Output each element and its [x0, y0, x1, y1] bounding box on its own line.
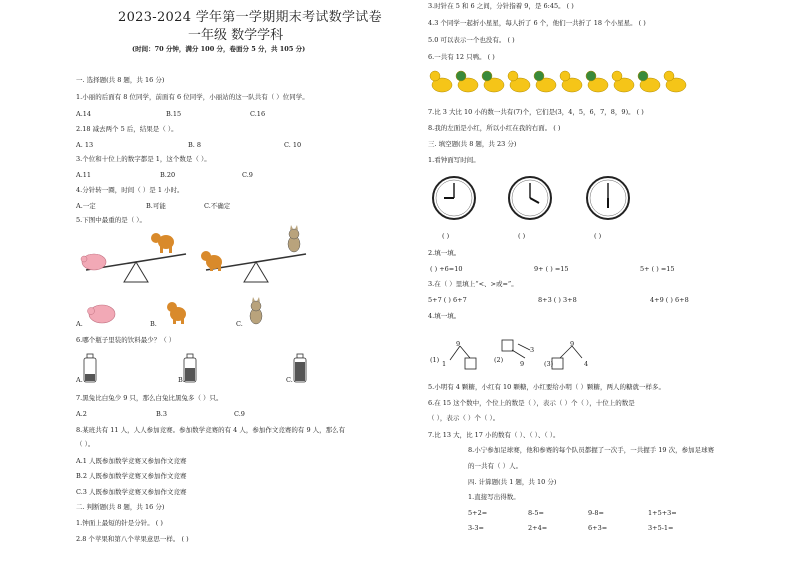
- fill-3: 3.在（ ）里填上“<、>或=”。: [428, 280, 518, 288]
- question-6: 6.哪个瓶子里装的饮料最少？（ ）: [76, 336, 176, 344]
- duck-icon: [612, 71, 634, 92]
- judge-5: 5.0 可以表示一个也没有。 ( ): [428, 36, 515, 44]
- dog-icon: [167, 302, 186, 324]
- question-5: 5.下图中最重的是（ ）。: [76, 216, 147, 224]
- fill-8-line1: 8.小宁参加足球赛，他和参赛的每个队员都握了一次手，一共握手 19 次，参加足球赛: [468, 446, 715, 454]
- judge-8: 8.我的左面是小红，所以小红在我的右面。 ( ): [428, 124, 561, 132]
- fill-2-c: 5+ ( ) =15: [640, 265, 675, 273]
- fill-3-a: 5+7 ( ) 6+7: [428, 296, 467, 304]
- clock-answer-2: ( ): [518, 232, 526, 240]
- fill-7: 7.比 13 大，比 17 小的数有（ ）、（ ）、（ ）。: [428, 431, 560, 439]
- clock-answer-1: ( ): [442, 232, 450, 240]
- q8-option-b: B.2 人既参加数学竞赛又参加作文竞赛: [76, 472, 187, 480]
- fill-3-b: 8+3 ( ) 3+8: [538, 296, 577, 304]
- fill-2: 2.填一填。: [428, 249, 461, 257]
- fill-3-c: 4+9 ( ) 6+8: [650, 296, 689, 304]
- calc-item: 5+2=: [468, 509, 488, 517]
- bottle-a-icon: [84, 354, 96, 382]
- tree2-bottom: 9: [520, 360, 525, 368]
- judge-3: 3.时针在 5 和 6 之间，分针指着 9，是 6:45。 ( ): [428, 2, 574, 10]
- duck-icon: [586, 71, 608, 92]
- question-8-line2: （ ）。: [76, 440, 95, 448]
- q3-option-c: C.9: [242, 171, 253, 179]
- q5-option-a: A.: [76, 320, 83, 328]
- q5-option-c: C.: [236, 320, 243, 328]
- bottle-pictures: [84, 354, 314, 384]
- calc-item: 6+3=: [588, 524, 608, 532]
- section-judge: 二. 判断题(共 8 题，共 16 分): [76, 503, 165, 511]
- question-8-line1: 8.某班共有 11 人，人人参加竞赛。参加数学竞赛的有 4 人，参加作文竞赛的有 9 人，那么有: [76, 426, 346, 434]
- q8-option-a: A.1 人既参加数学竞赛又参加作文竞赛: [76, 457, 187, 465]
- duck-icon: [430, 71, 452, 92]
- seesaw-2: [201, 225, 306, 282]
- bottle-b-icon: [184, 354, 196, 382]
- pig-icon: [88, 305, 116, 323]
- duck-icon: [508, 71, 530, 92]
- q3-option-b: B.20: [160, 171, 176, 179]
- q4-option-c: C.不确定: [204, 202, 231, 210]
- tree3-top: 9: [570, 340, 575, 348]
- judge-4: 4.3 个同学一起折小星星，每人折了 6 个，他们一共折了 18 个小星星。 ( ): [428, 19, 646, 27]
- q6-option-a: A.: [76, 376, 83, 384]
- seesaw-1: [81, 233, 186, 282]
- duck-icon: [456, 71, 478, 92]
- tree1-top: 9: [456, 340, 461, 348]
- tree1-blank-box: [465, 358, 476, 369]
- tree2-blank-box: [502, 340, 513, 351]
- fill-2-a: ( ) +6=10: [430, 265, 463, 273]
- q2-option-a: A. 13: [76, 141, 94, 149]
- q7-option-a: A.2: [76, 410, 87, 418]
- fill-6-line1: 6.在 15 这个数中，个位上的数是（ ），表示（ ）个（ ），十位上的数是: [428, 399, 635, 407]
- tree3-right: 4: [584, 360, 589, 368]
- judge-1: 1.钟面上最短的针是分针。 ( ): [76, 519, 163, 527]
- q7-option-c: C.9: [234, 410, 245, 418]
- calc-item: 3+5-1=: [648, 524, 674, 532]
- question-7: 7.黑兔比白兔少 9 只，那么白兔比黑兔多（ ）只。: [76, 394, 223, 402]
- clock-icon: [433, 177, 475, 219]
- fill-8-line2: 的一共有（ ）人。: [468, 462, 523, 470]
- calc-1: 1.直接写出得数。: [468, 493, 520, 501]
- bottle-c-icon: [294, 354, 306, 382]
- q6-option-b: B.: [178, 376, 185, 384]
- q1-option-a: A.14: [76, 110, 92, 118]
- clock-answer-3: ( ): [594, 232, 602, 240]
- judge-6: 6.一共有 12 只鸭。 ( ): [428, 53, 495, 61]
- exam-subtitle: 一年级 数学学科: [188, 28, 284, 43]
- calc-item: 8-5=: [528, 509, 544, 517]
- duck-icon: [560, 71, 582, 92]
- tree2-right: 3: [530, 346, 535, 354]
- tree2-label: (2): [494, 356, 504, 364]
- question-3: 3.个位和十位上的数字都是 1，这个数是（ ）。: [76, 155, 211, 163]
- fill-6-line2: （ ），表示（ ）个（ ）。: [428, 414, 500, 422]
- calc-item: 1+5+3=: [648, 509, 677, 517]
- q7-option-b: B.3: [156, 410, 167, 418]
- duck-icon: [482, 71, 504, 92]
- q3-option-a: A.11: [76, 171, 92, 179]
- q5-option-b: B.: [150, 320, 157, 328]
- seesaw-pictures: [76, 232, 376, 292]
- clock-icon: [587, 177, 629, 219]
- fill-2-b: 9+ ( ) =15: [534, 265, 569, 273]
- judge-2: 2.8 个苹果和第八个苹果意思一样。 ( ): [76, 535, 189, 543]
- duck-icon: [664, 71, 686, 92]
- section-choice: 一. 选择题(共 8 题，共 16 分): [76, 76, 165, 84]
- question-1: 1.小丽的后面有 8 位同学，前面有 6 位同学，小丽站的这一队共有（ ）位同学。: [76, 93, 309, 101]
- q8-option-c: C.3 人既参加数学竞赛又参加作文竞赛: [76, 488, 187, 496]
- tree1-left: 1: [442, 360, 447, 368]
- calc-item: 9-8=: [588, 509, 604, 517]
- exam-title: 2023-2024 学年第一学期期末考试数学试卷: [118, 10, 382, 25]
- section-fill: 三. 填空题(共 8 题，共 23 分): [428, 140, 517, 148]
- q1-option-c: C.16: [250, 110, 266, 118]
- section-calc: 四. 计算题(共 1 题，共 10 分): [468, 478, 557, 486]
- q4-option-b: B.可能: [146, 202, 166, 210]
- fill-5: 5.小明有 4 颗糖，小红有 10 颗糖，小红要给小明（ ）颗糖，两人的糖就一样多。: [428, 383, 665, 391]
- q5-answer-pictures: [86, 300, 286, 326]
- tree1-label: (1): [430, 356, 440, 364]
- judge-7: 7.比 3 大比 10 小的数一共有(7)个，它们是(3，4，5，6，7，8，9)。 ( ): [428, 108, 644, 116]
- fill-4: 4.填一填。: [428, 312, 461, 320]
- cat-icon: [250, 297, 262, 324]
- clock-icon: [509, 177, 551, 219]
- q2-option-b: B. 8: [188, 141, 202, 149]
- q2-option-c: C. 10: [284, 141, 302, 149]
- tree3-blank-box: [552, 358, 563, 369]
- tree3-label: (3): [544, 360, 554, 368]
- question-4: 4.分针转一圈，时间（ ）是 1 小时。: [76, 186, 184, 194]
- fill-1: 1.看钟面写时间。: [428, 156, 480, 164]
- q1-option-b: B.15: [166, 110, 182, 118]
- question-2: 2.18 减去两个 5 后，结果是（ ）。: [76, 125, 178, 133]
- duck-icon: [638, 71, 660, 92]
- q4-option-a: A.一定: [76, 202, 96, 210]
- duck-icon: [534, 71, 556, 92]
- exam-note: (时间：70 分钟，满分 100 分，卷面分 5 分，共 105 分): [132, 45, 306, 53]
- calc-item: 3-3=: [468, 524, 484, 532]
- calc-item: 2+4=: [528, 524, 548, 532]
- q6-option-c: C.: [286, 376, 293, 384]
- clock-faces: [432, 176, 652, 226]
- duck-row: [430, 70, 700, 94]
